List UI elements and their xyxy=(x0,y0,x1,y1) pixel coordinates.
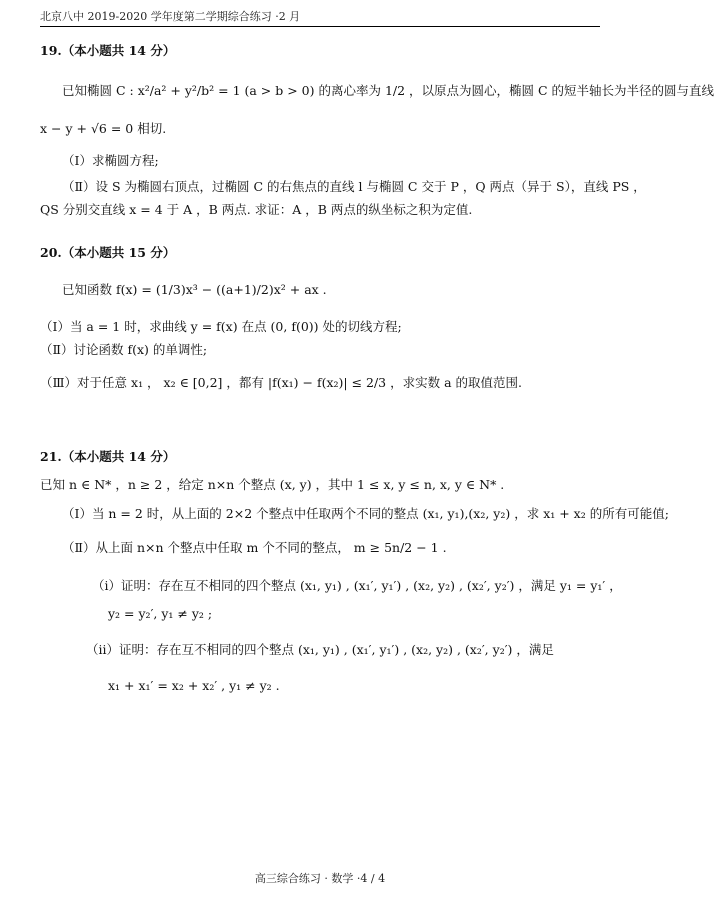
header-divider xyxy=(40,26,600,27)
problem-21-title: 21.（本小题共 14 分） xyxy=(40,449,176,464)
problem-19-line-1: 已知椭圆 C : x²/a² + y²/b² = 1 (a > b > 0) 的离心率为 1/2 ，以原点为圆心，椭圆 C 的短半轴长为半径的圆与直线 xyxy=(62,83,714,98)
problem-20-title: 20.（本小题共 15 分） xyxy=(40,245,176,260)
problem-20-part-1: （Ⅰ）当 a = 1 时，求曲线 y = f(x) 在点 (0, f(0)) 处的切线方程; xyxy=(40,319,402,334)
problem-20-part-2: （Ⅱ）讨论函数 f(x) 的单调性; xyxy=(40,342,208,357)
problem-21-part-1: （Ⅰ）当 n = 2 时，从上面的 2×2 个整点中任取两个不同的整点 (x₁, y₁),(x₂, y₂) ，求 x₁ + x₂ 的所有可能值; xyxy=(62,506,669,521)
problem-21-part-2: （Ⅱ）从上面 n×n 个整点中任取 m 个不同的整点， m ≥ 5n/2 − 1 . xyxy=(62,540,447,555)
problem-19-part-1: （Ⅰ）求椭圆方程; xyxy=(62,153,159,168)
problem-21-sub-ii: （ii）证明：存在互不相同的四个整点 (x₁, y₁) , (x₁′, y₁′) , (x₂, y₂) , (x₂′, y₂′) ，满足 xyxy=(86,642,554,657)
problem-21-line-1: 已知 n ∈ N* ，n ≥ 2 ，给定 n×n 个整点 (x, y) ，其中 1 ≤ x, y ≤ n, x, y ∈ N* . xyxy=(40,477,505,492)
problem-21-sub-i: （i）证明：存在互不相同的四个整点 (x₁, y₁) , (x₁′, y₁′) , (x₂, y₂) , (x₂′, y₂′) ，满足 y₁ = y₁′ ， xyxy=(92,578,622,593)
problem-21-sub-i-cont: y₂ = y₂′, y₁ ≠ y₂ ; xyxy=(108,606,213,621)
problem-19-part-2: （Ⅱ）设 S 为椭圆右顶点，过椭圆 C 的右焦点的直线 l 与椭圆 C 交于 P ，Q 两点（异于 S），直线 PS ， xyxy=(62,179,646,194)
problem-20-part-3: （Ⅲ）对于任意 x₁ ， x₂ ∈ [0,2] ，都有 |f(x₁) − f(x₂)| ≤ 2/3 ，求实数 a 的取值范围. xyxy=(40,375,522,390)
problem-20-line-1: 已知函数 f(x) = (1/3)x³ − ((a+1)/2)x² + ax . xyxy=(62,282,327,297)
problem-21-sub-ii-cont: x₁ + x₁′ = x₂ + x₂′ , y₁ ≠ y₂ . xyxy=(108,678,280,693)
problem-19-part-2-cont: QS 分别交直线 x = 4 于 A ，B 两点. 求证：A ，B 两点的纵坐标之积为定值. xyxy=(40,202,473,217)
page-header: 北京八中 2019-2020 学年度第二学期综合练习 ·2 月 xyxy=(40,10,301,23)
problem-19-title: 19.（本小题共 14 分） xyxy=(40,43,176,58)
problem-19-line-2: x − y + √6 = 0 相切. xyxy=(40,121,167,136)
page-footer: 高三综合练习 · 数学 ·4 / 4 xyxy=(254,872,386,885)
